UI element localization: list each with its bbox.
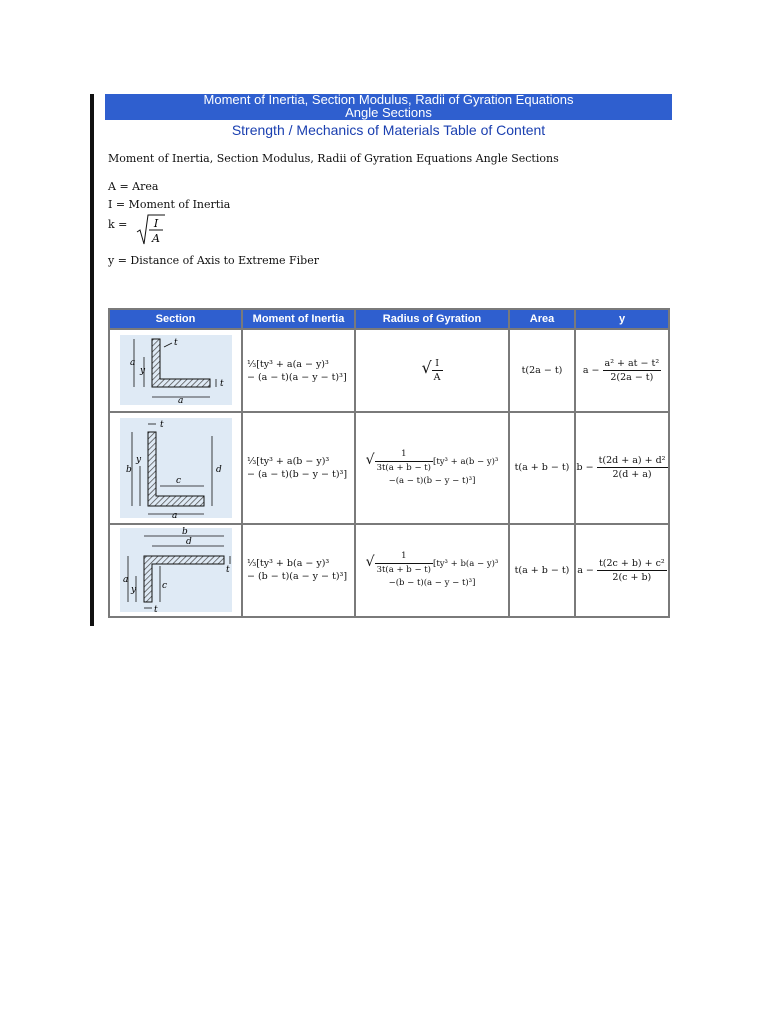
gyration-cell: √ $\frac{1}{3t(a + b - t)}$ [ty³ + a(b − y)³ −(a − t)(b − y − t)³] (356, 413, 508, 523)
header-title: Moment of Inertia, Section Modulus, Radii of Gyration Equations (203, 94, 574, 107)
gyration-line-2: −(b − t)(a − y − t)³] (388, 578, 476, 589)
gyration-tail: [ty³ + b(a − y)³ (433, 559, 499, 570)
col-header-y: y (576, 310, 668, 328)
y-den: 2(d + a) (612, 469, 652, 481)
inertia-cell (243, 525, 354, 616)
inertia-cell (243, 330, 354, 411)
y-num: t(2d + a) + d² (598, 455, 666, 467)
inertia-line-1: ⅓[ty³ + a(a − y)³ (247, 358, 329, 370)
section-figure-cell (110, 330, 241, 411)
angle-section-table (108, 308, 670, 618)
area-cell: t(2a − t) (510, 330, 574, 411)
gyration-cell: √ $\frac{1}{3t(a + b - t)}$ [ty³ + b(a − y)³ −(b − t)(a − y − t)³] (356, 525, 508, 616)
y-cell (576, 330, 668, 411)
dim-label: a (129, 357, 135, 368)
dim-label: t (159, 419, 164, 430)
y-cell (576, 413, 668, 523)
dim-label: t (153, 605, 158, 615)
definition-k-formula (136, 212, 166, 248)
gyration-den: A (433, 372, 441, 384)
area-cell: t(a + b − t) (510, 413, 574, 523)
table-row (110, 525, 668, 616)
gyration-tail: [ty³ + a(b − y)³ (433, 456, 499, 467)
definition-inertia: I = Moment of Inertia (108, 198, 231, 211)
dim-label: c (175, 475, 181, 486)
gyration-num: 1 (375, 550, 433, 564)
header-subtitle: Angle Sections (345, 105, 432, 120)
dim-label: y (139, 365, 145, 376)
definition-y: y = Distance of Axis to Extreme Fiber (108, 254, 319, 267)
dim-label: y (130, 585, 136, 596)
angle-section-figure-2 (114, 416, 238, 520)
k-den: A (152, 232, 160, 245)
dim-label: t (225, 565, 230, 576)
y-lead: b − (576, 462, 594, 474)
gyration-cell: √ $\frac{I}{A}$ (356, 330, 508, 411)
y-cell (576, 525, 668, 616)
inertia-line-2: − (a − t)(a − y − t)³] (247, 371, 347, 383)
dim-label: a (171, 510, 177, 520)
gyration-den: 3t(a + b − t) (376, 462, 431, 473)
col-header-inertia: Moment of Inertia (243, 310, 354, 328)
gyration-num: I (432, 357, 443, 371)
definition-area: A = Area (108, 180, 159, 193)
table-header-row (110, 310, 668, 328)
table-row (110, 413, 668, 523)
dim-label: d (185, 537, 192, 548)
section-figure-cell (110, 525, 241, 616)
y-den: 2(c + b) (612, 571, 652, 583)
dim-label: c (161, 581, 167, 592)
dim-label: d (215, 464, 222, 475)
area-cell: t(a + b − t) (510, 525, 574, 616)
dim-label: y (135, 454, 141, 465)
dim-label: b (181, 527, 188, 538)
gyration-line-2: −(a − t)(b − y − t)³] (388, 475, 476, 486)
y-lead: a − (577, 564, 594, 576)
y-num: a² + at − t² (604, 358, 660, 370)
dim-label: t (173, 337, 178, 348)
dim-label: b (125, 464, 132, 475)
intro-text: Moment of Inertia, Section Modulus, Radii of Gyration Equations Angle Sections (108, 152, 559, 165)
y-num: t(2c + b) + c² (598, 557, 665, 569)
col-header-gyration: Radius of Gyration (356, 310, 508, 328)
dim-label: t (219, 378, 224, 389)
dim-label: a (177, 395, 183, 406)
gyration-num: 1 (375, 448, 433, 462)
page-header-band (105, 94, 672, 120)
inertia-line-2: − (b − t)(a − y − t)³] (247, 571, 348, 583)
col-header-section: Section (110, 310, 241, 328)
table-of-content-link[interactable]: Strength / Mechanics of Materials Table of Content (231, 122, 546, 138)
left-border-rule (90, 94, 94, 626)
inertia-cell (243, 413, 354, 523)
inertia-line-1: ⅓[ty³ + b(a − y)³ (247, 558, 330, 570)
inertia-line-1: ⅓[ty³ + a(b − y)³ (247, 455, 330, 467)
section-figure-cell (110, 413, 241, 523)
dim-label: a (122, 575, 128, 586)
k-num: I (153, 217, 159, 230)
angle-section-figure-1 (114, 333, 238, 409)
inertia-line-2: − (a − t)(b − y − t)³] (247, 468, 348, 480)
table-row (110, 330, 668, 411)
gyration-den: 3t(a + b − t) (376, 565, 431, 576)
col-header-area: Area (510, 310, 574, 328)
y-lead: a − (582, 365, 600, 377)
y-den: 2(2a − t) (610, 372, 654, 384)
definition-k-label: k = (108, 218, 128, 231)
angle-section-figure-3 (114, 526, 238, 614)
